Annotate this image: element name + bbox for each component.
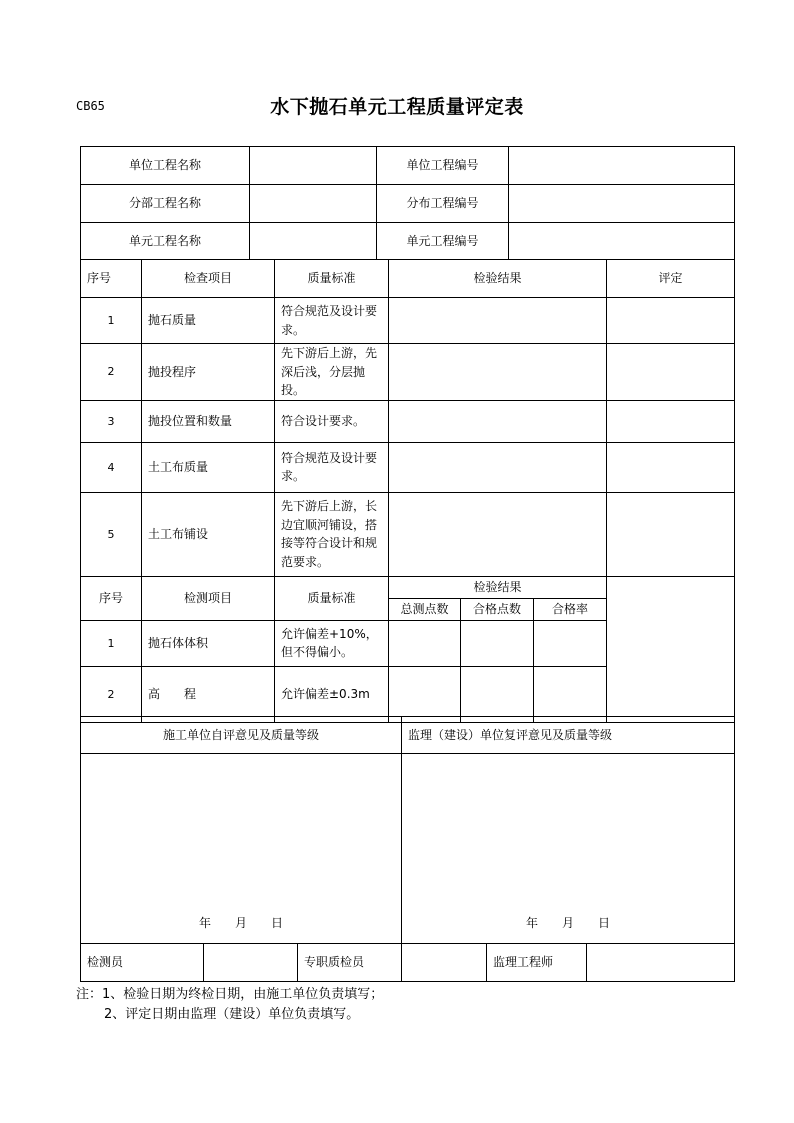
sub-project-name-label: 分部工程名称	[81, 185, 250, 223]
row-result-field[interactable]	[389, 492, 607, 576]
contractor-opinion-field[interactable]	[81, 754, 402, 944]
inspector-label: 检测员	[81, 944, 204, 982]
header-passed-points: 合格点数	[461, 598, 534, 620]
element-project-name-label: 单元工程名称	[81, 223, 250, 260]
row-standard: 先下游后上游，长边宜顺河铺设，搭接等符合设计和规范要求。	[275, 492, 389, 576]
contractor-opinion-label: 施工单位自评意见及质量等级	[81, 717, 402, 754]
row-result-field[interactable]	[389, 298, 607, 344]
page-title: 水下抛石单元工程质量评定表	[270, 96, 524, 118]
note-line-1: 注：1、检验日期为终检日期，由施工单位负责填写；	[76, 987, 384, 1002]
header-total-points: 总测点数	[389, 598, 461, 620]
element-project-name-field[interactable]	[250, 223, 377, 260]
assessment-table	[80, 716, 735, 982]
sub-project-no-field[interactable]	[509, 185, 735, 223]
row-passed-points-field[interactable]	[461, 620, 534, 666]
header-check-item: 检查项目	[142, 260, 275, 298]
measure-rating-field[interactable]	[607, 576, 735, 722]
row-standard: 先下游后上游，先深后浅，分层抛投。	[275, 344, 389, 401]
row-item: 抛石体体积	[142, 620, 275, 666]
note-line-2: 2、评定日期由监理（建设）单位负责填写。	[104, 1007, 360, 1022]
supervisor-engineer-label: 监理工程师	[487, 944, 587, 982]
row-rating-field[interactable]	[607, 400, 735, 442]
measure-header-no: 序号	[81, 576, 142, 620]
row-item: 抛投程序	[142, 344, 275, 401]
unit-project-no-label: 单位工程编号	[377, 147, 509, 185]
row-item: 土工布铺设	[142, 492, 275, 576]
quality-inspector-field[interactable]	[402, 944, 487, 982]
supervisor-engineer-field[interactable]	[587, 944, 735, 982]
unit-project-name-label: 单位工程名称	[81, 147, 250, 185]
measure-header-standard: 质量标准	[275, 576, 389, 620]
inspector-field[interactable]	[204, 944, 298, 982]
header-no: 序号	[81, 260, 142, 298]
header-standard: 质量标准	[275, 260, 389, 298]
supervisor-opinion-label: 监理（建设）单位复评意见及质量等级	[402, 717, 735, 754]
form-code: CB65	[76, 99, 105, 113]
row-pass-rate-field[interactable]	[534, 620, 607, 666]
project-info-table	[80, 146, 735, 260]
sub-project-no-label: 分布工程编号	[377, 185, 509, 223]
header-rating: 评定	[607, 260, 735, 298]
table-row	[81, 400, 735, 442]
row-no: 2	[81, 666, 142, 722]
measure-header-result: 检验结果	[389, 576, 607, 598]
table-row	[81, 492, 735, 576]
row-no: 1	[81, 620, 142, 666]
row-item: 抛投位置和数量	[142, 400, 275, 442]
row-item: 土工布质量	[142, 442, 275, 492]
row-rating-field[interactable]	[607, 298, 735, 344]
row-result-field[interactable]	[389, 442, 607, 492]
row-standard: 符合规范及设计要求。	[275, 442, 389, 492]
unit-project-no-field[interactable]	[509, 147, 735, 185]
table-row	[81, 298, 735, 344]
row-result-field[interactable]	[389, 400, 607, 442]
row-standard: 允许偏差+10%，但不得偏小。	[275, 620, 389, 666]
header-result: 检验结果	[389, 260, 607, 298]
contractor-date: 年 月 日	[199, 916, 284, 931]
row-item: 高 程	[142, 666, 275, 722]
header-pass-rate: 合格率	[534, 598, 607, 620]
element-project-no-label: 单元工程编号	[377, 223, 509, 260]
row-no: 4	[81, 442, 142, 492]
measure-header-item: 检测项目	[142, 576, 275, 620]
row-item: 抛石质量	[142, 298, 275, 344]
sub-project-name-field[interactable]	[250, 185, 377, 223]
row-standard: 符合规范及设计要求。	[275, 298, 389, 344]
row-standard: 符合设计要求。	[275, 400, 389, 442]
supervisor-date: 年 月 日	[526, 916, 611, 931]
row-rating-field[interactable]	[607, 492, 735, 576]
row-no: 2	[81, 344, 142, 401]
row-no: 1	[81, 298, 142, 344]
row-total-points-field[interactable]	[389, 620, 461, 666]
row-rating-field[interactable]	[607, 442, 735, 492]
quality-inspector-label: 专职质检员	[298, 944, 402, 982]
row-no: 5	[81, 492, 142, 576]
element-project-no-field[interactable]	[509, 223, 735, 260]
row-total-points-field[interactable]	[389, 666, 461, 722]
row-standard: 允许偏差±0.3m	[275, 666, 389, 722]
row-result-field[interactable]	[389, 344, 607, 401]
unit-project-name-field[interactable]	[250, 147, 377, 185]
row-no: 3	[81, 400, 142, 442]
quality-table	[80, 259, 735, 723]
supervisor-opinion-field[interactable]	[402, 754, 735, 944]
row-rating-field[interactable]	[607, 344, 735, 401]
table-row	[81, 344, 735, 401]
row-passed-points-field[interactable]	[461, 666, 534, 722]
row-pass-rate-field[interactable]	[534, 666, 607, 722]
table-row	[81, 442, 735, 492]
